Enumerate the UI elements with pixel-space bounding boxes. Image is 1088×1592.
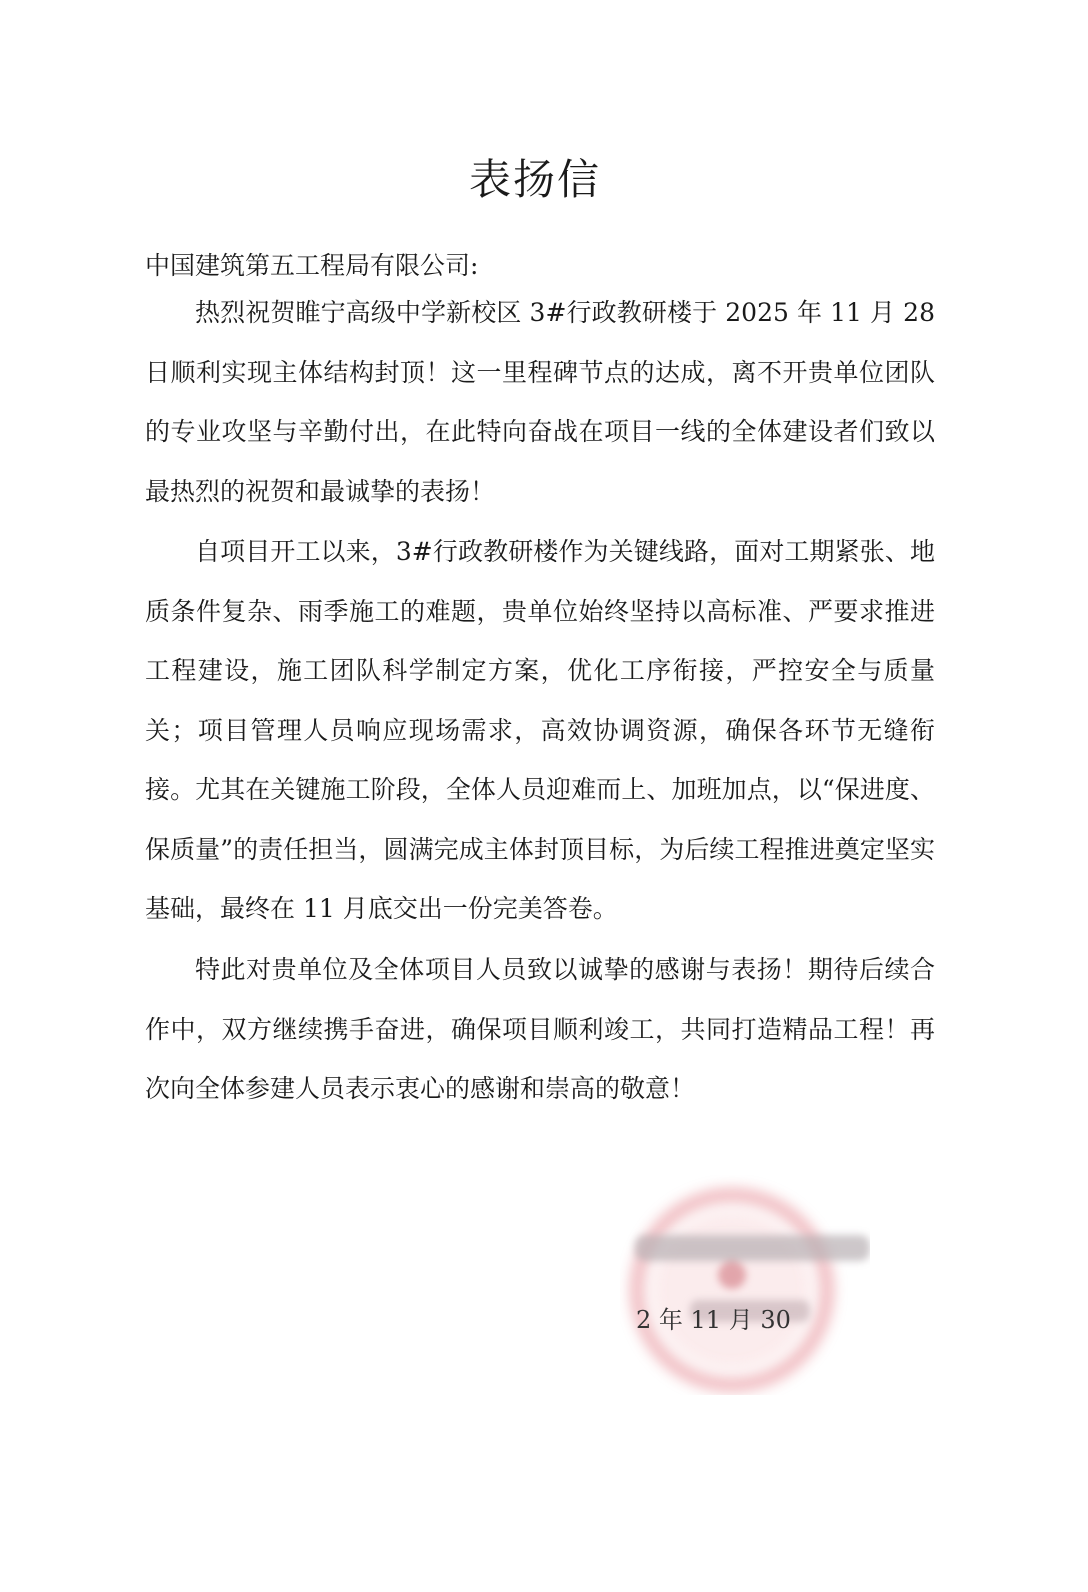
letter-paragraph: 自项目开工以来，3#行政教研楼作为关键线路，面对工期紧张、地质条件复杂、雨季施工的难题，贵单位始终坚持以高标准、严要求推进工程建设，施工团队科学制定方案，优化工序衔接，严控安全与质量关；项目管理人员响应现场需求，高效协调资源，确保各环节无缝衔接。尤其在关键施工阶段，全体人员迎难而上、加班加点，以“保进度、保质量”的责任担当，圆满完成主体封顶目标，为后续工程推进奠定坚实基础，最终在 11 月底交出一份完美答卷。 [145,537,935,923]
letter-salutation: 中国建筑第五工程局有限公司: [145,251,479,280]
letter-paragraph: 热烈祝贺睢宁高级中学新校区 3#行政教研楼于 2025 年 11 月 28 日顺利实现主体结构封顶！这一里程碑节点的达成，离不开贵单位团队的专业攻坚与辛勤付出，在此特向奋战在项目一线的全体建设者们致以最热烈的祝贺和最诚挚的表扬！ [145,298,935,506]
seal-stamp [620,1175,870,1395]
letter-paragraph: 特此对贵单位及全体项目人员致以诚挚的感谢与表扬！期待后续合作中，双方继续携手奋进，确保项目顺利竣工，共同打造精品工程！再次向全体参建人员表示衷心的感谢和崇高的敬意！ [145,955,935,1103]
letter-title: 表扬信 [468,155,601,204]
letter-date: 2 年 11 月 30 [636,1306,791,1334]
